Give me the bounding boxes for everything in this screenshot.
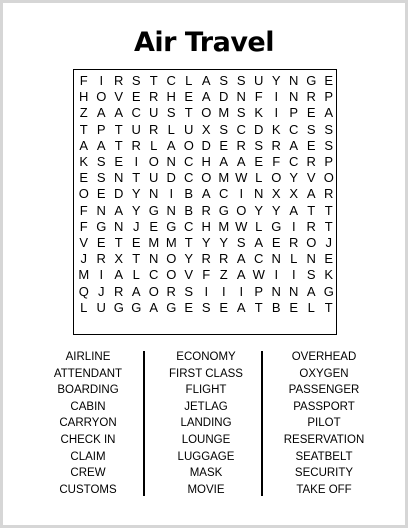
grid-letter: O — [166, 251, 177, 267]
grid-letter: U — [254, 73, 264, 88]
grid-letter: S — [219, 121, 229, 137]
grid-row — [74, 89, 336, 105]
grid-row — [74, 170, 336, 186]
grid-letter: M — [218, 170, 230, 186]
grid-letter: A — [201, 89, 211, 105]
grid-letter: Y — [131, 202, 141, 218]
grid-letter: O — [78, 186, 89, 202]
grid-letter: O — [166, 267, 177, 283]
word-list-item: CREW — [70, 467, 106, 480]
grid-letter: P — [254, 283, 264, 299]
grid-letter: T — [114, 235, 123, 250]
grid-letter: S — [324, 121, 334, 137]
grid-letter: G — [166, 299, 177, 315]
word-list-item: ECONOMY — [176, 351, 236, 363]
grid-letter: S — [131, 73, 141, 88]
grid-letter: L — [80, 299, 88, 315]
word-list-item: CUSTOMS — [59, 483, 117, 496]
word-column-2 — [151, 349, 261, 498]
grid-letter: I — [99, 267, 104, 283]
word-list-item: PASSENGER — [288, 384, 360, 397]
grid-letter: C — [149, 267, 159, 283]
grid-letter: F — [254, 89, 263, 105]
grid-letter: G — [271, 218, 282, 234]
word-list-item: AIRLINE — [65, 351, 111, 363]
grid-letter: Y — [271, 73, 281, 88]
grid-letter: V — [306, 170, 316, 186]
grid-letter: A — [236, 299, 246, 315]
grid-letter: U — [149, 105, 159, 121]
word-list-item: SECURITY — [294, 467, 354, 480]
word-list-item: CHECK IN — [60, 433, 116, 446]
grid-letter: L — [255, 170, 263, 186]
grid-letter: U — [131, 121, 141, 137]
grid-letter: T — [307, 202, 316, 218]
grid-letter: L — [307, 299, 315, 315]
grid-letter: C — [166, 73, 176, 88]
grid-letter: K — [79, 154, 89, 169]
word-list-item: LUGGAGE — [177, 450, 235, 463]
grid-letter: L — [132, 267, 140, 283]
grid-letter: R — [271, 137, 281, 153]
grid-letter: J — [98, 283, 105, 299]
grid-letter: R — [324, 186, 334, 202]
grid-letter: C — [254, 251, 264, 267]
grid-letter: A — [149, 299, 159, 315]
grid-letter: T — [254, 299, 263, 315]
grid-letter: R — [236, 137, 246, 153]
grid-letter: F — [272, 154, 281, 169]
grid-letter: L — [290, 251, 298, 267]
grid-letter: H — [79, 89, 89, 105]
grid-row — [74, 122, 336, 138]
grid-letter: N — [306, 251, 316, 267]
grid-row — [74, 138, 336, 154]
grid-letter: I — [239, 283, 244, 299]
grid-letter: R — [289, 235, 299, 250]
grid-letter: D — [201, 137, 211, 153]
grid-letter: C — [184, 218, 194, 234]
grid-letter: C — [184, 170, 194, 186]
grid-letter: A — [201, 73, 211, 88]
grid-letter: S — [219, 73, 229, 88]
grid-letter: X — [114, 251, 124, 267]
grid-letter: O — [236, 202, 247, 218]
grid-letter: O — [183, 137, 194, 153]
grid-letter: D — [166, 170, 176, 186]
grid-letter: D — [254, 121, 264, 137]
grid-letter: G — [306, 73, 317, 88]
grid-letter: A — [96, 137, 106, 153]
grid-letter: T — [184, 105, 193, 121]
grid-letter: E — [114, 154, 124, 169]
grid-letter: A — [114, 105, 124, 121]
grid-letter: E — [96, 235, 106, 250]
grid-letter: E — [149, 218, 159, 234]
grid-letter: A — [201, 186, 211, 202]
grid-letter: J — [80, 251, 87, 267]
grid-letter: N — [289, 283, 299, 299]
word-column-3 — [269, 349, 379, 498]
grid-letter: A — [166, 137, 176, 153]
grid-letter: K — [254, 105, 264, 121]
grid-letter: S — [254, 137, 264, 153]
grid-letter: I — [221, 283, 226, 299]
grid-letter: V — [184, 267, 194, 283]
grid-letter: I — [291, 218, 296, 234]
grid-letter: S — [201, 299, 211, 315]
grid-letter: C — [131, 105, 141, 121]
grid-letter: T — [324, 218, 333, 234]
grid-letter: A — [306, 283, 316, 299]
grid-letter: T — [132, 170, 141, 186]
word-list-item: LOUNGE — [181, 433, 231, 446]
grid-letter: N — [166, 154, 176, 169]
grid-letter: H — [201, 218, 211, 234]
grid-letter: N — [271, 283, 281, 299]
grid-letter: D — [114, 186, 124, 202]
grid-letter: T — [149, 73, 158, 88]
grid-letter: I — [99, 73, 104, 88]
grid-letter: H — [201, 154, 211, 169]
grid-letter: C — [219, 186, 229, 202]
word-list-item: PASSPORT — [293, 400, 355, 413]
grid-letter: F — [202, 267, 211, 283]
grid-letter: Y — [289, 170, 299, 186]
grid-letter: Y — [219, 235, 229, 250]
grid-letter: E — [184, 89, 194, 105]
word-column-1 — [33, 349, 143, 498]
grid-letter: Q — [78, 283, 89, 299]
grid-letter: I — [134, 154, 139, 169]
grid-letter: P — [289, 105, 299, 121]
grid-letter: L — [167, 121, 175, 137]
grid-letter: A — [79, 137, 89, 153]
grid-letter: A — [254, 235, 264, 250]
grid-letter: R — [131, 137, 141, 153]
grid-row — [74, 154, 336, 170]
grid-letter: F — [79, 73, 88, 88]
grid-letter: E — [219, 299, 229, 315]
grid-row — [74, 219, 336, 235]
word-list-item: MOVIE — [187, 483, 225, 496]
grid-letter: O — [201, 105, 212, 121]
grid-letter: G — [131, 299, 142, 315]
grid-letter: O — [323, 170, 334, 186]
grid-letter: P — [96, 121, 106, 137]
grid-letter: A — [236, 267, 246, 283]
word-list-item: PILOT — [307, 417, 341, 430]
grid-letter: Y — [131, 186, 141, 202]
grid-row — [74, 300, 336, 316]
word-list-item: SEATBELT — [295, 450, 353, 463]
grid-letter: V — [114, 89, 124, 105]
grid-letter: L — [150, 137, 158, 153]
grid-letter: P — [324, 154, 334, 169]
grid-letter: A — [236, 251, 246, 267]
grid-letter: E — [219, 137, 229, 153]
grid-letter: A — [289, 137, 299, 153]
grid-letter: E — [79, 170, 89, 186]
grid-letter: S — [236, 105, 246, 121]
grid-letter: E — [306, 137, 316, 153]
grid-letter: N — [149, 186, 159, 202]
grid-letter: A — [114, 267, 124, 283]
word-list-item: JETLAG — [184, 400, 228, 413]
grid-letter: N — [114, 218, 124, 234]
grid-letter: O — [148, 283, 159, 299]
grid-letter: E — [324, 73, 334, 88]
grid-letter: I — [239, 186, 244, 202]
grid-letter: E — [271, 235, 281, 250]
grid-letter: Y — [184, 251, 194, 267]
grid-letter: U — [96, 299, 106, 315]
grid-letter: M — [148, 235, 160, 250]
grid-letter: O — [148, 154, 159, 169]
grid-letter: I — [291, 267, 296, 283]
word-list-item: BOARDING — [57, 384, 119, 397]
grid-letter: C — [184, 154, 194, 169]
grid-letter: G — [218, 202, 229, 218]
letter-grid — [73, 69, 337, 335]
column-divider — [143, 351, 145, 496]
grid-letter: Z — [79, 105, 88, 121]
grid-row — [74, 284, 336, 300]
grid-letter: T — [324, 202, 333, 218]
column-divider — [261, 351, 263, 496]
grid-letter: E — [306, 105, 316, 121]
word-list-item: RESERVATION — [283, 433, 365, 446]
word-list — [33, 349, 378, 499]
grid-letter: O — [271, 170, 282, 186]
grid-letter: C — [236, 121, 246, 137]
grid-letter: N — [149, 251, 159, 267]
grid-letter: O — [96, 89, 107, 105]
grid-letter: E — [131, 89, 141, 105]
grid-letter: S — [324, 137, 334, 153]
grid-letter: A — [324, 105, 334, 121]
grid-letter: I — [274, 89, 279, 105]
word-list-item: LANDING — [180, 417, 232, 430]
grid-letter: F — [79, 202, 88, 218]
grid-letter: E — [96, 186, 106, 202]
grid-letter: A — [131, 283, 141, 299]
word-list-item: FLIGHT — [185, 384, 227, 397]
grid-letter: N — [289, 73, 299, 88]
grid-letter: H — [166, 89, 176, 105]
grid-letter: N — [289, 89, 299, 105]
grid-letter: K — [324, 267, 334, 283]
grid-letter: T — [132, 251, 141, 267]
grid-letter: M — [165, 235, 177, 250]
grid-letter: S — [184, 283, 194, 299]
word-list-item: OXYGEN — [299, 367, 349, 380]
grid-letter: M — [218, 105, 230, 121]
grid-letter: S — [236, 235, 246, 250]
grid-letter: R — [306, 154, 316, 169]
grid-letter: S — [306, 267, 316, 283]
grid-letter: Y — [254, 202, 264, 218]
grid-letter: W — [235, 218, 248, 234]
word-list-item: TAKE OFF — [296, 483, 352, 496]
grid-letter: R — [201, 251, 211, 267]
grid-letter: G — [113, 299, 124, 315]
grid-row — [74, 105, 336, 121]
grid-letter: R — [114, 73, 124, 88]
grid-letter: N — [114, 170, 124, 186]
grid-letter: M — [218, 218, 230, 234]
grid-letter: L — [255, 218, 263, 234]
grid-letter: T — [79, 121, 88, 137]
grid-letter: B — [271, 299, 281, 315]
grid-letter: I — [169, 186, 174, 202]
grid-letter: R — [96, 251, 106, 267]
grid-letter: V — [79, 235, 89, 250]
grid-letter: C — [289, 154, 299, 169]
grid-row — [74, 203, 336, 219]
grid-letter: R — [114, 283, 124, 299]
grid-letter: S — [306, 121, 316, 137]
grid-letter: S — [166, 105, 176, 121]
grid-letter: E — [254, 154, 264, 169]
grid-letter: T — [324, 299, 333, 315]
grid-letter: B — [184, 202, 194, 218]
grid-letter: S — [96, 170, 106, 186]
grid-letter: M — [78, 267, 90, 283]
grid-letter: G — [96, 218, 107, 234]
word-list-item: OVERHEAD — [291, 351, 357, 363]
word-list-item: CARRYON — [59, 417, 117, 430]
grid-letter: F — [79, 218, 88, 234]
grid-letter: A — [306, 186, 316, 202]
grid-letter: I — [204, 283, 209, 299]
grid-letter: I — [274, 267, 279, 283]
grid-letter: O — [306, 235, 317, 250]
grid-row — [74, 251, 336, 267]
grid-letter: R — [149, 121, 159, 137]
grid-letter: B — [184, 186, 194, 202]
grid-letter: R — [201, 202, 211, 218]
grid-letter: A — [236, 154, 246, 169]
word-list-item: FIRST CLASS — [169, 367, 243, 380]
grid-letter: W — [235, 170, 248, 186]
grid-letter: U — [149, 170, 159, 186]
grid-letter: A — [289, 202, 299, 218]
grid-letter: R — [306, 218, 316, 234]
word-list-item: MASK — [189, 467, 223, 480]
grid-letter: N — [236, 89, 246, 105]
puzzle-page — [3, 3, 405, 525]
grid-letter: S — [96, 154, 106, 169]
word-list-item: ATTENDANT — [53, 367, 123, 380]
grid-letter: J — [133, 218, 140, 234]
grid-letter: L — [185, 73, 193, 88]
grid-letter: X — [201, 121, 211, 137]
grid-letter: Y — [271, 202, 281, 218]
grid-row — [74, 186, 336, 202]
grid-letter: C — [289, 121, 299, 137]
grid-letter: N — [96, 202, 106, 218]
word-list-item: CLAIM — [70, 450, 106, 463]
grid-letter: A — [114, 202, 124, 218]
grid-letter: D — [219, 89, 229, 105]
grid-letter: J — [325, 235, 332, 250]
grid-letter: U — [184, 121, 194, 137]
grid-letter: P — [324, 89, 334, 105]
grid-letter: G — [323, 283, 334, 299]
grid-letter: T — [114, 137, 123, 153]
grid-letter: R — [149, 89, 159, 105]
grid-letter: A — [96, 105, 106, 121]
grid-letter: T — [184, 235, 193, 250]
grid-letter: R — [219, 251, 229, 267]
grid-letter: N — [254, 186, 264, 202]
grid-row — [74, 235, 336, 251]
grid-letter: N — [166, 202, 176, 218]
grid-letter: E — [184, 299, 194, 315]
grid-letter: O — [201, 170, 212, 186]
grid-letter: I — [274, 105, 279, 121]
puzzle-title: Air Travel — [133, 27, 275, 58]
grid-letter: X — [271, 186, 281, 202]
grid-row — [74, 267, 336, 283]
grid-letter: E — [289, 299, 299, 315]
grid-letter: Z — [219, 267, 228, 283]
grid-letter: Y — [201, 235, 211, 250]
grid-letter: K — [271, 121, 281, 137]
grid-letter: R — [306, 89, 316, 105]
grid-letter: A — [219, 154, 229, 169]
grid-letter: G — [166, 218, 177, 234]
grid-letter: T — [114, 121, 123, 137]
grid-letter: G — [148, 202, 159, 218]
grid-letter: X — [289, 186, 299, 202]
grid-letter: R — [166, 283, 176, 299]
grid-letter: N — [271, 251, 281, 267]
grid-letter: E — [131, 235, 141, 250]
grid-letter: S — [236, 73, 246, 88]
grid-letter: W — [252, 267, 265, 283]
grid-letter: E — [324, 251, 334, 267]
word-list-item: CABIN — [70, 400, 106, 413]
grid-row — [74, 73, 336, 89]
